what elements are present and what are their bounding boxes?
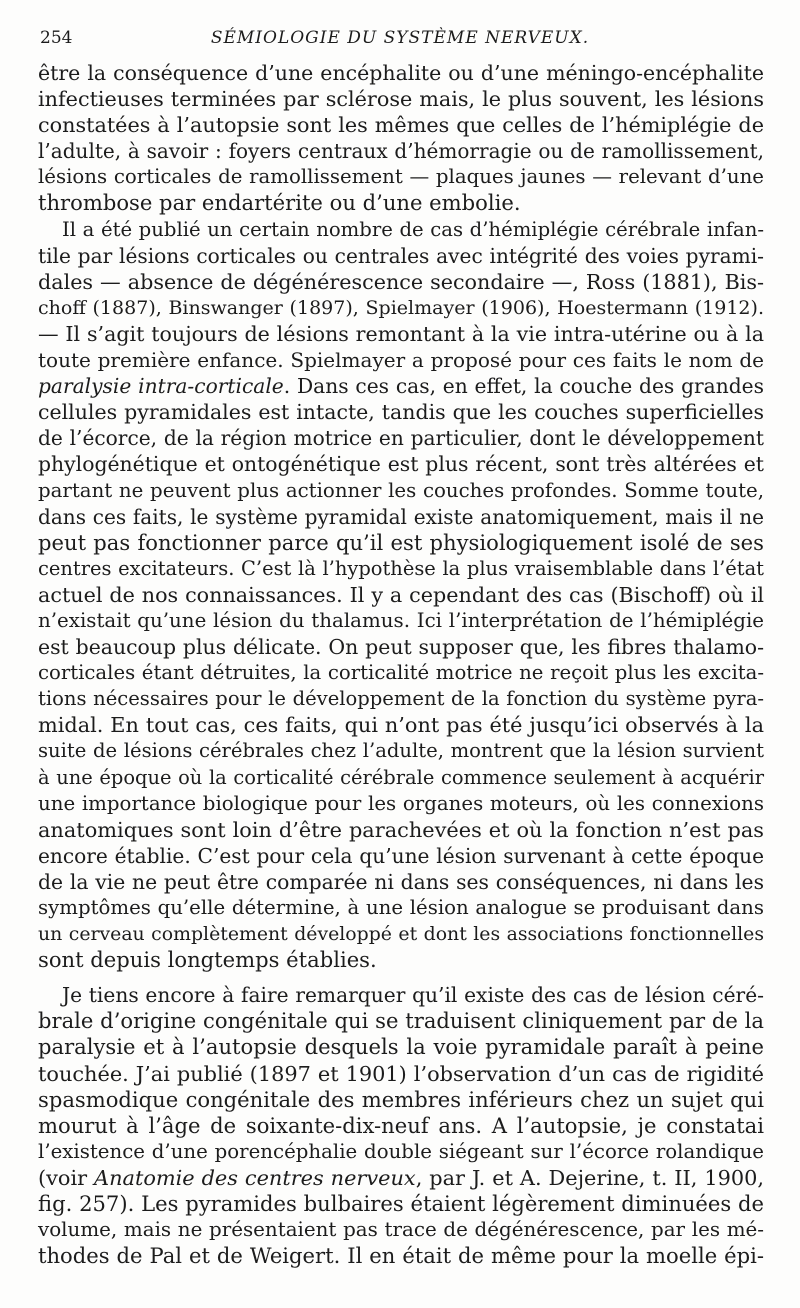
- text-line: tile par lésions corticales ou centrales avec intégrité des voies pyrami-: [38, 243, 764, 268]
- text-line: partant ne peuvent plus actionner les couches profondes. Somme toute,: [38, 478, 764, 502]
- text-line: midal. En tout cas, ces faits, qui n’ont pas été jusqu’ici observés à la: [38, 713, 764, 738]
- text-line: volume, mais ne présentaient pas trace de dégénérescence, par les mé-: [38, 1218, 764, 1242]
- text-line: mourut à l’âge de soixante-dix-neuf ans. A l’autopsie, je constatai: [38, 1112, 764, 1138]
- text-line: être la conséquence d’une encéphalite ou d’une méningo-encéphalite: [38, 61, 764, 85]
- text-line: suite de lésions cérébrales chez l’adulte, montrent que la lésion survient: [38, 739, 764, 763]
- running-title: SÉMIOLOGIE DU SYSTÈME NERVEUX.: [210, 28, 590, 48]
- text-line: est beaucoup plus délicate. On peut supposer que, les fibres thalamo-: [38, 635, 764, 660]
- text-line: à une époque où la corticalité cérébrale commence seulement à acquérir: [38, 765, 764, 789]
- text-line: constatées à l’autopsie sont les mêmes que celles de l’hémiplégie de: [38, 113, 764, 138]
- text-line: infectieuses terminées par sclérose mais, le plus souvent, les lésions: [38, 87, 764, 112]
- text-line: tions nécessaires pour le développement de la fonction du système pyra-: [38, 687, 764, 711]
- text-line: encore établie. C’est pour cela qu’une lésion survenant à cette époque: [38, 843, 764, 868]
- text-line: touchée. J’ai publié (1897 et 1901) l’observation d’un cas de rigidité: [38, 1061, 764, 1086]
- text-line: anatomiques sont loin d’être parachevées et où la fonction n’est pas: [38, 817, 764, 842]
- text-line: paralysie et à l’autopsie desquels la voie pyramidale paraît à peine: [38, 1034, 764, 1060]
- text-line: paralysie intra-corticale. Dans ces cas, en effet, la couche des grandes: [38, 374, 764, 399]
- text-line: (voir Anatomie des centres nerveux, par J. et A. Dejerine, t. II, 1900,: [38, 1165, 765, 1190]
- text-line: lésions corticales de ramollissement — plaques jaunes — relevant d’une: [38, 165, 764, 189]
- page-number: 254: [40, 28, 73, 48]
- text-line: spasmodique congénitale des membres inférieurs chez un sujet qui: [38, 1086, 764, 1112]
- text-line: corticales étant détruites, la corticalité motrice ne reçoit plus les excita-: [38, 661, 764, 685]
- italic-title: Anatomie des centres nerveux: [94, 1165, 416, 1190]
- running-head: [40, 28, 760, 52]
- text-line: toute première enfance. Spielmayer a proposé pour ces faits le nom de: [38, 348, 764, 373]
- text-line: sont depuis longtemps établies.: [38, 947, 377, 973]
- text-line: centres excitateurs. C’est là l’hypothèse la plus vraisemblable dans l’état: [38, 556, 764, 580]
- text-line: Je tiens encore à faire remarquer qu’il existe des cas de lésion céré-: [62, 983, 764, 1008]
- text-line: cellules pyramidales est intacte, tandis que les couches superficielles: [38, 400, 764, 425]
- text-line: un cerveau complètement développé et dont les associations fonctionnelles: [38, 923, 764, 946]
- text-line: brale d’origine congénitale qui se traduisent cliniquement par de la: [38, 1008, 764, 1034]
- italic-term: paralysie intra-corticale: [38, 374, 284, 399]
- text-line: n’existait qu’une lésion du thalamus. Ici l’interprétation de l’hémiplégie: [38, 608, 764, 632]
- body-text: [38, 60, 764, 1269]
- text-line: l’existence d’une porencéphalie double siégeant sur l’écorce rolandique: [38, 1139, 764, 1163]
- text-line: de la vie ne peut être comparée ni dans ses conséquences, ni dans les: [38, 869, 764, 894]
- text-line: phylogénétique et ontogénétique est plus récent, sont très altérées et: [38, 452, 764, 477]
- text-line: une importance biologique pour les organes moteurs, où les connexions: [38, 791, 764, 815]
- text-line: actuel de nos connaissances. Il y a cependant des cas (Bischoff) où il: [38, 582, 764, 607]
- text-line: dans ces faits, le système pyramidal existe anatomiquement, mais il ne: [38, 504, 764, 529]
- text-line: choff (1887), Binswanger (1897), Spielmayer (1906), Hoestermann (1912).: [38, 296, 764, 319]
- text-line: peut pas fonctionner parce qu’il est physiologiquement isolé de ses: [38, 529, 764, 555]
- text-line: symptômes qu’elle détermine, à une lésion analogue se produisant dans: [38, 896, 764, 919]
- text-line: fig. 257). Les pyramides bulbaires étaient légèrement diminuées de: [38, 1191, 764, 1217]
- text-line: de l’écorce, de la région motrice en particulier, dont le développement: [38, 426, 764, 451]
- text-line: Il a été publié un certain nombre de cas d’hémiplégie cérébrale infan-: [62, 217, 764, 241]
- text-line: — Il s’agit toujours de lésions remontant à la vie intra-utérine ou à la: [38, 321, 764, 346]
- text-line: l’adulte, à savoir : foyers centraux d’hémorragie ou de ramollissement,: [38, 139, 764, 164]
- text-line: thodes de Pal et de Weigert. Il en était de même pour la moelle épi-: [38, 1243, 764, 1269]
- text-line: dales — absence de dégénérescence secondaire —, Ross (1881), Bis-: [38, 269, 764, 294]
- text-line: thrombose par endartérite ou d’une embolie.: [38, 190, 521, 216]
